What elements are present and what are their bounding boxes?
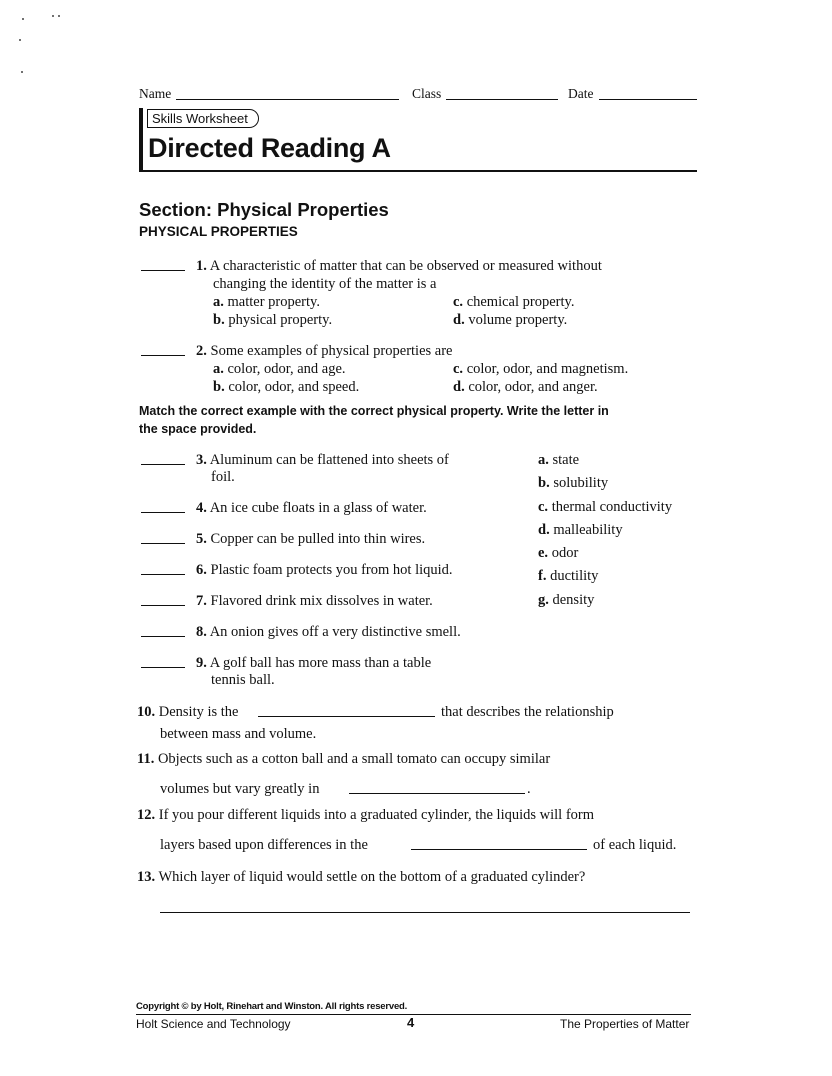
scan-speck: [19, 39, 21, 41]
copyright-notice: Copyright © by Holt, Rinehart and Winston. All rights reserved.: [136, 1001, 408, 1012]
choice-e: e. odor: [538, 545, 579, 561]
answer-blank-q9[interactable]: [141, 667, 185, 668]
scan-speck: [58, 15, 60, 17]
title-bar-accent: [139, 108, 143, 170]
footer-book-title: Holt Science and Technology: [136, 1017, 291, 1031]
matching-item-3: 3. Aluminum can be flattened into sheets of: [196, 452, 449, 468]
answer-blank-q10[interactable]: [258, 716, 435, 717]
option-1a: a. matter property.: [213, 294, 320, 310]
date-field[interactable]: [599, 99, 697, 100]
option-1c: c. chemical property.: [453, 294, 575, 310]
skills-worksheet-tag: Skills Worksheet: [147, 109, 259, 128]
matching-item-4: 4. An ice cube floats in a glass of water.: [196, 500, 427, 516]
matching-item-3-continued: foil.: [211, 469, 235, 485]
question-10: 10. Density is the: [137, 704, 239, 720]
name-label: Name: [139, 86, 172, 101]
scan-speck: [21, 71, 23, 73]
question-11-continued: volumes but vary greatly in: [160, 781, 320, 797]
question-2: [196, 342, 453, 360]
section-heading: Section: Physical Properties: [139, 199, 389, 220]
question-13: 13. Which layer of liquid would settle on the bottom of a graduated cylinder?: [137, 869, 586, 885]
question-11: 11. Objects such as a cotton ball and a small tomato can occupy similar: [137, 751, 551, 767]
question-stem-continued: changing the identity of the matter is a: [213, 276, 437, 292]
header-row: [139, 85, 171, 103]
question-stem: A characteristic of matter that can be observed or measured without: [209, 258, 602, 274]
answer-blank-q5[interactable]: [141, 543, 185, 544]
answer-blank-q6[interactable]: [141, 574, 185, 575]
choice-b: b. solubility: [538, 475, 609, 491]
option-2a: a. color, odor, and age.: [213, 361, 346, 377]
answer-blank-q12[interactable]: [411, 849, 587, 850]
question-11-period: .: [527, 781, 531, 797]
choice-f: f. ductility: [538, 568, 599, 584]
scan-speck: [22, 18, 24, 20]
question-number: 1.: [196, 258, 207, 274]
option-2c: c. color, odor, and magnetism.: [453, 361, 629, 377]
footer-chapter-title: The Properties of Matter: [560, 1017, 690, 1031]
page-title: Directed Reading A: [148, 133, 391, 163]
answer-blank-q3[interactable]: [141, 464, 185, 465]
name-field[interactable]: [176, 99, 399, 100]
matching-item-9-continued: tennis ball.: [211, 672, 275, 688]
section-subheading: PHYSICAL PROPERTIES: [139, 224, 298, 239]
choice-a: a. state: [538, 452, 580, 468]
option-2b: b. color, odor, and speed.: [213, 379, 360, 395]
matching-instructions: Match the correct example with the correct physical property. Write the letter in the space provided.: [139, 404, 609, 436]
answer-blank-q7[interactable]: [141, 605, 185, 606]
question-12: 12. If you pour different liquids into a graduated cylinder, the liquids will form: [137, 807, 595, 823]
option-1d: d. volume property.: [453, 312, 568, 328]
question-1: [196, 257, 602, 275]
scan-speck: [52, 15, 54, 17]
choice-c: c. thermal conductivity: [538, 499, 673, 515]
page-number: 4: [407, 1015, 415, 1030]
question-12-after: of each liquid.: [593, 837, 677, 853]
matching-item-9: 9. A golf ball has more mass than a table: [196, 655, 432, 671]
matching-item-6: 6. Plastic foam protects you from hot liquid.: [196, 562, 453, 578]
question-12-continued: layers based upon differences in the: [160, 837, 368, 853]
answer-blank-q1[interactable]: [141, 270, 185, 271]
option-2d: d. color, odor, and anger.: [453, 379, 598, 395]
title-rule: [139, 170, 697, 172]
matching-item-5: 5. Copper can be pulled into thin wires.: [196, 531, 426, 547]
answer-blank-q8[interactable]: [141, 636, 185, 637]
question-10-continued: between mass and volume.: [160, 726, 317, 742]
answer-blank-q4[interactable]: [141, 512, 185, 513]
matching-item-8: 8. An onion gives off a very distinctive smell.: [196, 624, 461, 640]
question-number: 2.: [196, 343, 207, 359]
answer-blank-q11[interactable]: [349, 793, 525, 794]
class-field[interactable]: [446, 99, 558, 100]
matching-item-7: 7. Flavored drink mix dissolves in water.: [196, 593, 433, 609]
date-label: Date: [568, 86, 594, 101]
choice-d: d. malleability: [538, 522, 623, 538]
option-1b: b. physical property.: [213, 312, 333, 328]
question-stem: Some examples of physical properties are: [210, 343, 453, 359]
answer-line-q13[interactable]: [160, 912, 690, 913]
choice-g: g. density: [538, 592, 595, 608]
question-10-after: that describes the relationship: [441, 704, 614, 720]
answer-blank-q2[interactable]: [141, 355, 185, 356]
class-label: Class: [412, 86, 442, 101]
